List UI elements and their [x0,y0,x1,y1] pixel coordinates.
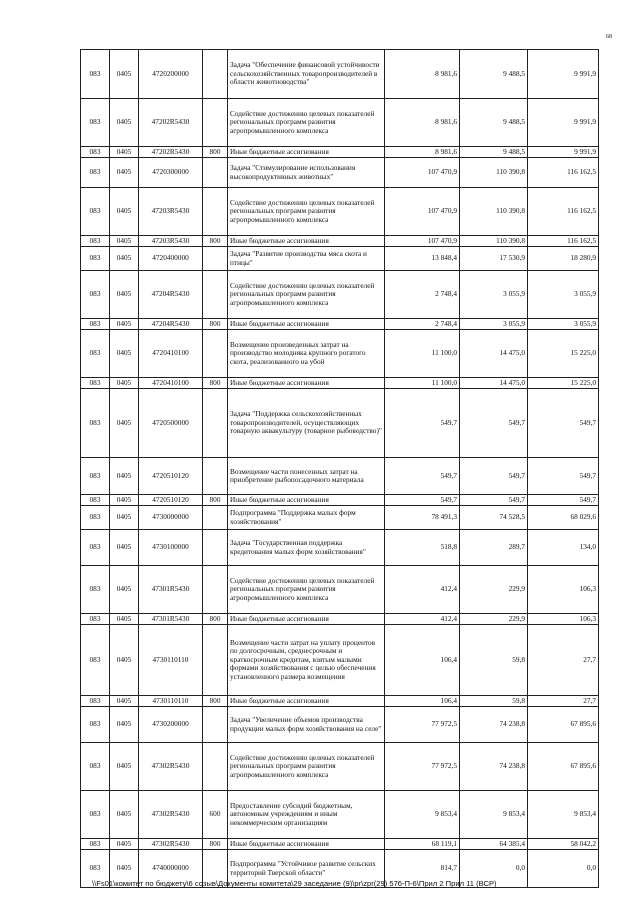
table-row [81,378,599,389]
cell-amount-1: 412,4 [385,566,460,614]
table-row [81,495,599,506]
cell-grbs: 083 [81,271,110,319]
cell-amount-1: 106,4 [385,625,460,696]
cell-amount-1: 814,7 [385,850,460,888]
cell-target-article: 4720400000 [139,247,203,271]
cell-amount-1: 77 972,5 [385,707,460,743]
cell-section: 0405 [110,707,139,743]
cell-name: Задача "Увеличение объемов производства продукции малых форм хозяйствования на селе" [228,707,385,743]
cell-grbs: 083 [81,743,110,791]
cell-target-article: 47202R5430 [139,147,203,158]
cell-amount-2: 74 238,8 [460,707,528,743]
cell-target-article: 47302R5430 [139,839,203,850]
cell-amount-3: 106,3 [528,566,599,614]
cell-section: 0405 [110,696,139,707]
cell-section: 0405 [110,319,139,330]
cell-grbs: 083 [81,614,110,625]
cell-section: 0405 [110,147,139,158]
cell-name: Иные бюджетные ассигнования [228,378,385,389]
cell-target-article: 47301R5430 [139,566,203,614]
cell-name: Возмещение части затрат на уплату процентов по долгосрочным, среднесрочным и краткосрочным кредитам, взятым малыми формами хозяйствования с целью обеспечения установленного размера возмещения [228,625,385,696]
cell-expense-type [203,271,228,319]
cell-amount-1: 11 100,0 [385,330,460,378]
cell-target-article: 4740000000 [139,850,203,888]
cell-amount-1: 106,4 [385,696,460,707]
cell-amount-2: 549,7 [460,495,528,506]
cell-amount-1: 8 981,6 [385,50,460,99]
cell-amount-3: 134,0 [528,530,599,566]
cell-expense-type: 800 [203,378,228,389]
cell-expense-type: 800 [203,839,228,850]
cell-name: Иные бюджетные ассигнования [228,696,385,707]
cell-grbs: 083 [81,236,110,247]
cell-amount-2: 549,7 [460,458,528,495]
cell-amount-1: 11 100,0 [385,378,460,389]
cell-target-article: 4720500000 [139,389,203,458]
cell-expense-type [203,625,228,696]
cell-amount-3: 27,7 [528,696,599,707]
table-row [81,236,599,247]
cell-section: 0405 [110,247,139,271]
cell-expense-type [203,50,228,99]
cell-name: Иные бюджетные ассигнования [228,614,385,625]
cell-expense-type: 600 [203,791,228,839]
cell-section: 0405 [110,625,139,696]
cell-name: Задача "Развитие производства мяса скота и птицы" [228,247,385,271]
cell-amount-1: 13 848,4 [385,247,460,271]
cell-expense-type: 800 [203,696,228,707]
cell-section: 0405 [110,50,139,99]
cell-name: Содействие достижению целевых показателей региональных программ развития агропромышленного комплекса [228,566,385,614]
cell-amount-2: 0,0 [460,850,528,888]
cell-target-article: 47302R5430 [139,743,203,791]
cell-amount-3: 116 162,5 [528,188,599,236]
cell-grbs: 083 [81,50,110,99]
cell-name: Содействие достижению целевых показателей региональных программ развития агропромышленного комплекса [228,271,385,319]
cell-amount-3: 0,0 [528,850,599,888]
cell-amount-2: 59,8 [460,696,528,707]
cell-amount-2: 549,7 [460,389,528,458]
cell-amount-2: 64 385,4 [460,839,528,850]
cell-target-article: 4730110110 [139,696,203,707]
cell-grbs: 083 [81,625,110,696]
cell-amount-2: 110 390,8 [460,188,528,236]
cell-expense-type: 800 [203,319,228,330]
table-row [81,530,599,566]
cell-grbs: 083 [81,247,110,271]
cell-amount-3: 3 055,9 [528,271,599,319]
cell-amount-3: 9 853,4 [528,791,599,839]
table-row [81,319,599,330]
cell-grbs: 083 [81,458,110,495]
cell-amount-2: 59,8 [460,625,528,696]
cell-amount-3: 15 225,0 [528,330,599,378]
cell-amount-2: 74 528,5 [460,506,528,530]
cell-amount-2: 229,9 [460,614,528,625]
table-row [81,743,599,791]
cell-amount-3: 15 225,0 [528,378,599,389]
cell-amount-2: 9 488,5 [460,147,528,158]
table-row [81,330,599,378]
cell-name: Содействие достижению целевых показателей региональных программ развития агропромышленного комплекса [228,743,385,791]
cell-grbs: 083 [81,378,110,389]
cell-expense-type [203,389,228,458]
cell-grbs: 083 [81,319,110,330]
cell-target-article: 47203R5430 [139,188,203,236]
cell-grbs: 083 [81,839,110,850]
cell-amount-1: 77 972,5 [385,743,460,791]
cell-amount-1: 107 470,9 [385,158,460,188]
cell-expense-type [203,566,228,614]
cell-target-article: 4720200000 [139,50,203,99]
cell-name: Задача "Обеспечение финансовой устойчивости сельскохозяйственных товаропроизводителей в области животноводства" [228,50,385,99]
cell-name: Предоставление субсидий бюджетным, автономным учреждениям и иным некоммерческим организациям [228,791,385,839]
table-row [81,566,599,614]
cell-expense-type [203,99,228,147]
cell-amount-1: 78 491,3 [385,506,460,530]
cell-amount-2: 3 055,9 [460,271,528,319]
file-path-footer: \\Fs01\комитет по бюджету\6 созыв\Документы комитета\29 заседание (9)\pr\zpr(29) 576-П-6\Прил 2 Прил 11 (ВСР) [92,879,497,888]
cell-name: Задача "Стимулирование использования высокопродуктивных животных" [228,158,385,188]
cell-expense-type [203,188,228,236]
cell-amount-3: 3 055,9 [528,319,599,330]
table-row [81,506,599,530]
cell-section: 0405 [110,158,139,188]
table-row [81,696,599,707]
cell-section: 0405 [110,850,139,888]
cell-grbs: 083 [81,791,110,839]
cell-expense-type: 800 [203,614,228,625]
cell-amount-3: 106,3 [528,614,599,625]
cell-amount-1: 107 470,9 [385,188,460,236]
table-row [81,188,599,236]
page-number: 68 [606,34,612,40]
cell-name: Иные бюджетные ассигнования [228,147,385,158]
cell-target-article: 4720300000 [139,158,203,188]
cell-amount-3: 67 895,6 [528,743,599,791]
cell-amount-2: 9 853,4 [460,791,528,839]
cell-target-article: 4730100000 [139,530,203,566]
cell-grbs: 083 [81,147,110,158]
cell-section: 0405 [110,791,139,839]
table-row [81,271,599,319]
cell-amount-2: 74 238,8 [460,743,528,791]
cell-name: Иные бюджетные ассигнования [228,319,385,330]
cell-amount-2: 17 530,9 [460,247,528,271]
cell-section: 0405 [110,495,139,506]
cell-grbs: 083 [81,566,110,614]
cell-name: Иные бюджетные ассигнования [228,495,385,506]
cell-grbs: 083 [81,530,110,566]
cell-target-article: 47204R5430 [139,271,203,319]
table-row [81,247,599,271]
cell-expense-type [203,247,228,271]
table-row [81,147,599,158]
table-row [81,389,599,458]
cell-amount-2: 9 488,5 [460,99,528,147]
cell-section: 0405 [110,188,139,236]
cell-amount-2: 289,7 [460,530,528,566]
cell-section: 0405 [110,839,139,850]
cell-target-article: 4720510120 [139,495,203,506]
cell-target-article: 4720510120 [139,458,203,495]
cell-amount-1: 107 470,9 [385,236,460,247]
cell-amount-3: 58 042,2 [528,839,599,850]
cell-section: 0405 [110,271,139,319]
cell-amount-2: 229,9 [460,566,528,614]
cell-amount-1: 549,7 [385,495,460,506]
cell-target-article: 4730110110 [139,625,203,696]
cell-name: Возмещение части понесенных затрат на приобретение рыбопосадочного материала [228,458,385,495]
cell-grbs: 083 [81,707,110,743]
cell-expense-type: 800 [203,236,228,247]
cell-amount-2: 14 475,0 [460,330,528,378]
cell-expense-type [203,707,228,743]
cell-grbs: 083 [81,330,110,378]
cell-name: Подпрограмма "Поддержка малых форм хозяйствования" [228,506,385,530]
cell-target-article: 47203R5430 [139,236,203,247]
cell-amount-3: 549,7 [528,389,599,458]
cell-target-article: 47302R5430 [139,791,203,839]
cell-expense-type [203,458,228,495]
cell-section: 0405 [110,389,139,458]
cell-target-article: 4720410100 [139,330,203,378]
cell-amount-3: 68 029,6 [528,506,599,530]
cell-amount-1: 518,8 [385,530,460,566]
table-row [81,158,599,188]
cell-section: 0405 [110,236,139,247]
cell-amount-2: 3 055,9 [460,319,528,330]
cell-name: Иные бюджетные ассигнования [228,839,385,850]
budget-table [80,49,599,888]
cell-amount-3: 549,7 [528,495,599,506]
cell-amount-1: 549,7 [385,389,460,458]
cell-amount-2: 110 390,8 [460,236,528,247]
cell-amount-1: 9 853,4 [385,791,460,839]
table-row [81,707,599,743]
cell-section: 0405 [110,530,139,566]
cell-expense-type [203,158,228,188]
cell-target-article: 4720410100 [139,378,203,389]
cell-target-article: 47204R5430 [139,319,203,330]
cell-grbs: 083 [81,696,110,707]
cell-grbs: 083 [81,99,110,147]
cell-expense-type: 800 [203,495,228,506]
cell-grbs: 083 [81,495,110,506]
cell-name: Задача "Поддержка сельскохозяйственных товаропроизводителей, осуществляющих товарную аквакультуру (товарное рыбоводство)" [228,389,385,458]
cell-section: 0405 [110,506,139,530]
table-row [81,458,599,495]
cell-amount-3: 18 280,9 [528,247,599,271]
cell-grbs: 083 [81,506,110,530]
cell-amount-1: 2 748,4 [385,319,460,330]
cell-amount-3: 9 991,9 [528,147,599,158]
cell-amount-2: 14 475,0 [460,378,528,389]
table-row [81,791,599,839]
cell-amount-3: 9 991,9 [528,99,599,147]
cell-amount-1: 68 119,1 [385,839,460,850]
cell-section: 0405 [110,614,139,625]
cell-name: Задача "Государственная поддержка кредитования малых форм хозяйствования" [228,530,385,566]
cell-grbs: 083 [81,158,110,188]
cell-amount-3: 549,7 [528,458,599,495]
cell-section: 0405 [110,458,139,495]
cell-amount-1: 549,7 [385,458,460,495]
cell-amount-3: 67 895,6 [528,707,599,743]
cell-expense-type [203,743,228,791]
cell-amount-1: 8 981,6 [385,147,460,158]
cell-expense-type [203,530,228,566]
cell-target-article: 4730000000 [139,506,203,530]
cell-target-article: 4730200000 [139,707,203,743]
table-row [81,625,599,696]
table-row [81,614,599,625]
cell-name: Содействие достижению целевых показателей региональных программ развития агропромышленного комплекса [228,99,385,147]
cell-name: Возмещение произведенных затрат на производство молодняка крупного рогатого скота, реализованного на убой [228,330,385,378]
cell-amount-3: 116 162,5 [528,158,599,188]
cell-expense-type [203,330,228,378]
cell-target-article: 47301R5430 [139,614,203,625]
cell-target-article: 47202R5430 [139,99,203,147]
cell-amount-1: 2 748,4 [385,271,460,319]
cell-section: 0405 [110,378,139,389]
table-row [81,50,599,99]
cell-amount-3: 9 991,9 [528,50,599,99]
cell-amount-3: 27,7 [528,625,599,696]
cell-grbs: 083 [81,188,110,236]
table-row [81,99,599,147]
cell-section: 0405 [110,99,139,147]
cell-amount-1: 412,4 [385,614,460,625]
cell-section: 0405 [110,566,139,614]
cell-amount-1: 8 981,6 [385,99,460,147]
cell-amount-3: 116 162,5 [528,236,599,247]
cell-amount-2: 110 390,8 [460,158,528,188]
cell-name: Содействие достижению целевых показателей региональных программ развития агропромышленного комплекса [228,188,385,236]
cell-name: Подпрограмма "Устойчивое развитие сельских территорий Тверской области" [228,850,385,888]
cell-grbs: 083 [81,389,110,458]
table-row [81,839,599,850]
cell-name: Иные бюджетные ассигнования [228,236,385,247]
cell-expense-type: 800 [203,147,228,158]
cell-section: 0405 [110,743,139,791]
cell-expense-type [203,506,228,530]
cell-grbs: 083 [81,850,110,888]
cell-amount-2: 9 488,5 [460,50,528,99]
cell-section: 0405 [110,330,139,378]
